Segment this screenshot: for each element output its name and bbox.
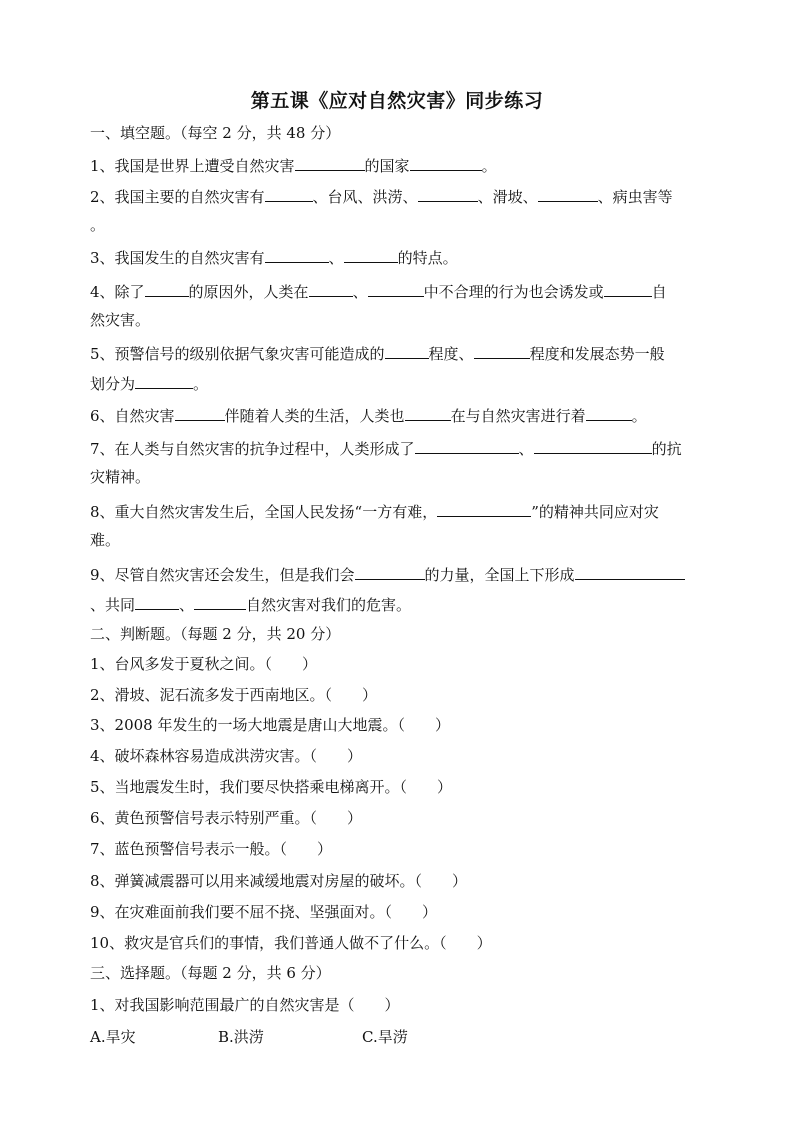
page-title: 第五课《应对自然灾害》同步练习 [250, 90, 544, 112]
answer-blank[interactable] [344, 245, 398, 263]
text: 的特点。 [397, 249, 458, 267]
question-1-8 [90, 499, 702, 523]
text: 程度和发展态势一般 [529, 345, 665, 363]
text: 6、自然灾害 [90, 407, 175, 425]
text: 、滑坡、 [477, 188, 538, 206]
question-1-5 [90, 341, 702, 365]
text: 4、除了 [90, 283, 145, 301]
question-1-6 [90, 403, 702, 427]
text: 、台风、洪涝、 [312, 188, 418, 206]
answer-blank[interactable] [534, 436, 652, 454]
answer-blank[interactable] [265, 184, 313, 202]
text: 、共同 [90, 596, 136, 614]
text: 、病虫害等 [597, 188, 673, 206]
judgment-item-4: 4、破坏森林容易造成洪涝灾害。（ ） [90, 747, 363, 765]
text: 1、我国是世界上遭受自然灾害 [90, 157, 295, 175]
question-1-1 [90, 153, 702, 177]
option-a[interactable]: A.旱灾 [90, 1028, 136, 1046]
answer-blank[interactable] [175, 403, 225, 421]
text: 、 [328, 249, 344, 267]
answer-blank[interactable] [135, 592, 179, 610]
text: 8、重大自然灾害发生后，全国人民发扬“一方有难， [90, 503, 438, 521]
answer-blank[interactable] [135, 371, 193, 389]
answer-blank[interactable] [194, 592, 246, 610]
text: 9、尽管自然灾害还会发生，但是我们会 [90, 566, 355, 584]
question-1-2 [90, 184, 702, 208]
text: 、 [518, 440, 534, 458]
answer-blank[interactable] [538, 184, 598, 202]
question-1-5-cont [90, 371, 702, 395]
judgment-item-2: 2、滑坡、泥石流多发于西南地区。（ ） [90, 686, 378, 704]
answer-blank[interactable] [355, 562, 425, 580]
section3-heading: 三、选择题。（每题 2 分，共 6 分） [90, 964, 331, 982]
answer-blank[interactable] [418, 184, 478, 202]
answer-blank[interactable] [368, 279, 424, 297]
text: 7、在人类与自然灾害的抗争过程中，人类形成了 [90, 440, 415, 458]
option-c[interactable]: C.旱涝 [362, 1028, 408, 1046]
answer-blank[interactable] [604, 279, 652, 297]
text: 、 [179, 596, 195, 614]
question-1-4-cont: 然灾害。 [90, 311, 151, 329]
text: 的抗 [651, 440, 682, 458]
question-1-4 [90, 279, 702, 303]
question-1-7-cont: 灾精神。 [90, 468, 151, 486]
text: 在与自然灾害进行着 [450, 407, 586, 425]
text: 。 [481, 157, 497, 175]
judgment-item-1: 1、台风多发于夏秋之间。（ ） [90, 655, 318, 673]
text: 伴随着人类的生活，人类也 [224, 407, 405, 425]
text: 、 [352, 283, 368, 301]
answer-blank[interactable] [405, 403, 451, 421]
judgment-item-9: 9、在灾难面前我们要不屈不挠、坚强面对。（ ） [90, 903, 438, 921]
option-b[interactable]: B.洪涝 [218, 1028, 264, 1046]
text: 的国家 [364, 157, 410, 175]
text: 程度、 [428, 345, 474, 363]
text: 的力量，全国上下形成 [424, 566, 575, 584]
answer-blank[interactable] [265, 245, 329, 263]
answer-blank[interactable] [474, 341, 530, 359]
answer-blank[interactable] [410, 153, 482, 171]
answer-blank[interactable] [145, 279, 189, 297]
text: 的原因外，人类在 [188, 283, 309, 301]
question-1-8-cont: 难。 [90, 531, 121, 549]
judgment-item-3: 3、2008 年发生的一场大地震是唐山大地震。（ ） [90, 716, 450, 734]
choice-question-1: 1、对我国影响范围最广的自然灾害是（ ） [90, 996, 400, 1014]
judgment-item-6: 6、黄色预警信号表示特别严重。（ ） [90, 809, 363, 827]
answer-blank[interactable] [295, 153, 365, 171]
question-1-7 [90, 436, 702, 460]
answer-blank[interactable] [586, 403, 632, 421]
answer-blank[interactable] [437, 499, 531, 517]
text: 。 [631, 407, 647, 425]
judgment-item-5: 5、当地震发生时，我们要尽快搭乘电梯离开。（ ） [90, 778, 453, 796]
question-1-9 [90, 562, 702, 586]
question-1-3 [90, 245, 702, 269]
text: 自然灾害对我们的危害。 [246, 596, 412, 614]
text: ”的精神共同应对灾 [531, 503, 659, 521]
answer-blank[interactable] [575, 562, 685, 580]
judgment-item-8: 8、弹簧减震器可以用来减缓地震对房屋的破坏。（ ） [90, 872, 468, 890]
answer-blank[interactable] [415, 436, 519, 454]
text: 划分为 [90, 375, 136, 393]
text: 2、我国主要的自然灾害有 [90, 188, 265, 206]
judgment-item-10: 10、救灾是官兵们的事情，我们普通人做不了什么。（ ） [90, 934, 492, 952]
question-1-2-cont: 。 [90, 216, 106, 234]
question-1-9-cont [90, 592, 702, 616]
text: 5、预警信号的级别依据气象灾害可能造成的 [90, 345, 385, 363]
answer-blank[interactable] [385, 341, 429, 359]
text: 3、我国发生的自然灾害有 [90, 249, 265, 267]
choice-options [90, 1026, 702, 1048]
judgment-item-7: 7、蓝色预警信号表示一般。（ ） [90, 840, 333, 858]
answer-blank[interactable] [309, 279, 353, 297]
text: 中不合理的行为也会诱发或 [423, 283, 604, 301]
section1-heading: 一、填空题。（每空 2 分，共 48 分） [90, 124, 341, 142]
text: 。 [193, 375, 209, 393]
text: 自 [651, 283, 667, 301]
section2-heading: 二、判断题。（每题 2 分，共 20 分） [90, 625, 341, 643]
